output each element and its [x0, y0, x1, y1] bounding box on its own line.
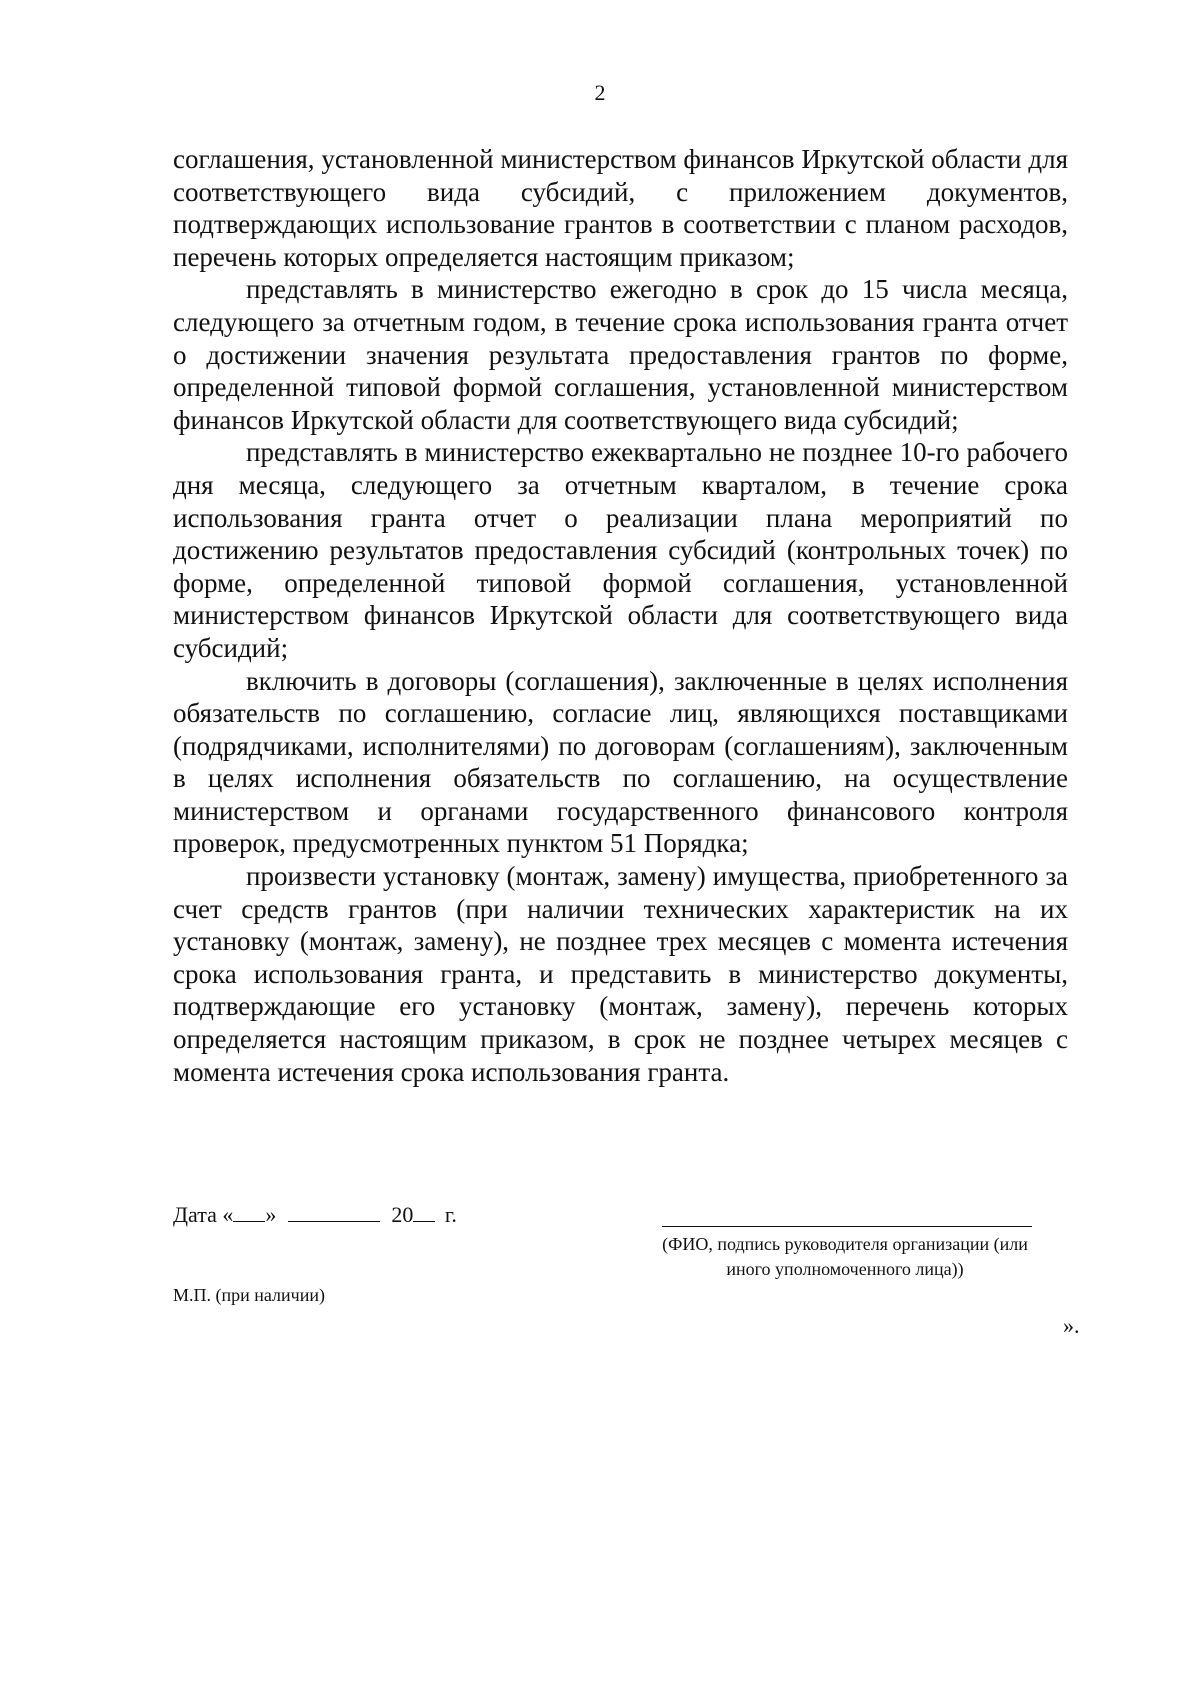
stamp-note: М.П. (при наличии) — [173, 1285, 325, 1305]
paragraph-contract-consent: включить в договоры (соглашения), заключенные в целях исполнения обязательств по соглашению, согласие лиц, являющихся поставщиками (подрядчиками, исполнителями) по договорам (соглашениям), заключенным в целях исполнения обязательств по соглашению, на осуществление министерством и органами государственного финансового контроля проверок, предусмотренных пунктом 51 Порядка; — [173, 665, 1068, 859]
paragraph-annual-report: представлять в министерство ежегодно в срок до 15 числа месяца, следующего за отчетным годом, в течение срока использования гранта отчет о достижении значения результата предоставления грантов по форме, определенной типовой формой соглашения, установленной министерством финансов Иркутской области для соответствующего вида субсидий; — [173, 274, 1068, 435]
paragraph-continuation: соглашения, установленной министерством финансов Иркутской области для соответствующего вида субсидий, с приложением документов, подтверждающих использование грантов в соответствии с планом расходов, перечень которых определяется настоящим приказом; — [173, 144, 1068, 272]
paragraph-installation: произвести установку (монтаж, замену) имущества, приобретенного за счет средств грантов (при наличии технических характеристик на их установку (монтаж, замену), не позднее трех месяцев с момента истечения срока использования гранта, и представить в министерство документы, подтверждающие его установку (монтаж, замену), перечень которых определяется настоящим приказом, в срок не позднее четырех месяцев с момента истечения срока использования гранта. — [173, 861, 1068, 1087]
year-blank — [413, 1201, 435, 1222]
signature-caption — [620, 1232, 1070, 1282]
date-line — [173, 1201, 457, 1228]
year-prefix: 20 — [391, 1202, 414, 1227]
date-close-quote: » — [265, 1202, 277, 1227]
year-suffix: г. — [444, 1202, 457, 1227]
day-blank — [233, 1201, 265, 1222]
paragraph-quarterly-report: представлять в министерство ежеквартально не позднее 10-го рабочего дня месяца, следующего за отчетным кварталом, в течение срока использования гранта отчет о реализации плана мероприятий по достижению результатов предоставления субсидий (контрольных точек) по форме, определенной типовой формой соглашения, установленной министерством финансов Иркутской области для соответствующего вида субсидий; — [173, 437, 1068, 663]
signature-line — [662, 1226, 1032, 1227]
signature-caption-line-2: иного уполномоченного лица)) — [726, 1259, 964, 1279]
signature-caption-line-1: (ФИО, подпись руководителя организации (или — [662, 1234, 1028, 1254]
closing-quote-mark: ». — [1063, 1313, 1080, 1338]
body-text — [173, 143, 1068, 1088]
date-label: Дата « — [173, 1202, 234, 1227]
page-number: 2 — [594, 80, 606, 105]
month-blank — [288, 1201, 380, 1222]
